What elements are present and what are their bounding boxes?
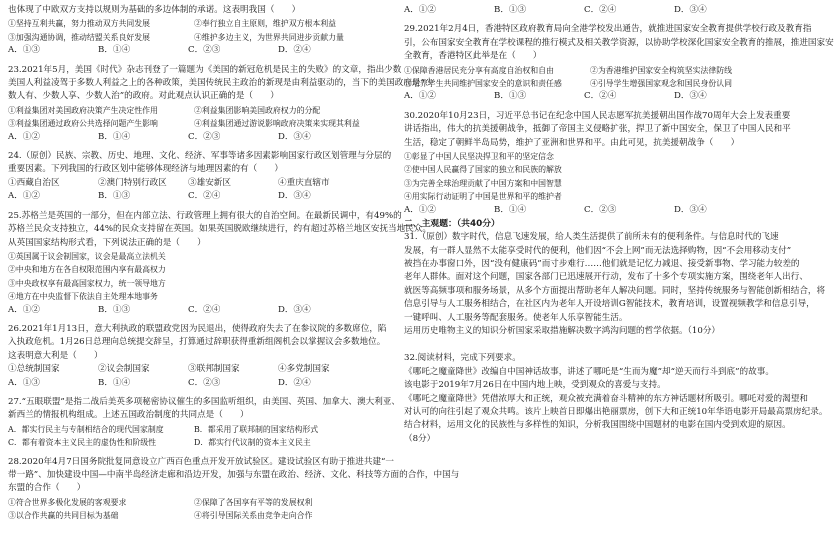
q26-option: ①总统制国家 xyxy=(8,364,60,375)
q31-text: 就医等高频事项和服务场景，从多个方面提出帮助老年人解决问题。同时，坚持传统服务与智能创新相结合，将 xyxy=(404,285,826,296)
q31-text: 被挡在办事窗口外，因“没有健康码”而寸步难行……他们就是记忆力减退、接受新事物、学习能力较差的 xyxy=(404,258,800,269)
q24-answers xyxy=(8,190,380,203)
q30-answers xyxy=(404,204,776,217)
q26-stem: 入执政危机。1月26日总理向总统提交辞呈，打算通过辞职获得重新组阁机会以掌握议会多数地位。 xyxy=(8,337,386,348)
q23-option: ①利益集团对美国政府决策产生决定性作用 xyxy=(8,105,158,115)
q27-option[interactable]: B．都采用了联邦制的国家结构形式 xyxy=(194,424,319,434)
answer-choice[interactable]: B．①③ xyxy=(98,191,131,202)
answer-choice[interactable]: A．①② xyxy=(8,304,40,315)
right-column xyxy=(404,4,834,446)
q23-option: ②利益集团影响美国政府权力的分配 xyxy=(194,105,321,115)
q22-options-row xyxy=(8,31,380,44)
q31-question: 运用历史唯物主义的知识分析国家采取措施解决数字鸿沟问题的哲学依据。（10分） xyxy=(404,325,721,336)
q25-option: ④地方在中央监督下依法自主处理本地事务 xyxy=(8,292,158,302)
q24-options xyxy=(8,177,380,190)
q30-stem: 生活，稳定了朝鲜半岛局势，维护了亚洲和世界和平。由此可见，抗美援朝战争（ ） xyxy=(404,137,740,148)
answer-choice[interactable]: D．③④ xyxy=(674,5,707,15)
answer-choice[interactable]: A．①② xyxy=(404,204,436,215)
q28-stem: 东盟的合作（ ） xyxy=(8,483,86,494)
q29-stem: 全教育，香港特区此举是在（ ） xyxy=(404,51,542,62)
answer-choice[interactable]: B．①④ xyxy=(494,204,527,215)
q23-options-row xyxy=(8,117,380,130)
answer-choice[interactable]: C．②③ xyxy=(188,131,221,142)
q25-option: ③中央政权享有最高国家权力，统一领导地方 xyxy=(8,278,166,288)
q26-answers xyxy=(8,377,380,390)
q30-stem: 30.2020年10月23日，习近平总书记在纪念中国人民志愿军抗美援朝出国作战70周年大会上发表重要 xyxy=(404,110,791,121)
answer-choice[interactable]: A．①② xyxy=(8,191,40,202)
answer-choice[interactable]: B．①④ xyxy=(98,377,131,388)
q27-option[interactable]: A．都实行民主与专制相结合的现代国家制度 xyxy=(8,424,164,434)
q27-option[interactable]: C．都有着资本主义民主的虚伪性和阶级性 xyxy=(8,438,157,448)
answer-choice[interactable]: D．②④ xyxy=(278,377,311,388)
q26-option: ③联邦制国家 xyxy=(188,364,240,375)
q29-option: ③培养学生共同维护国家安全的意识和责任感 xyxy=(404,79,562,89)
q25-option: ②中央和地方在各自权限范围内享有最高权力 xyxy=(8,265,166,275)
answer-choice[interactable]: D．③④ xyxy=(278,304,311,315)
answer-choice[interactable]: B．①③ xyxy=(494,91,527,102)
answer-choice[interactable]: B．①④ xyxy=(98,45,131,56)
q31-text: 31.（原创）数字时代，信息飞速发展，给人类生活提供了前所未有的便利条件。与信息时代的飞速 xyxy=(404,232,779,243)
answer-choice[interactable]: B．①③ xyxy=(98,304,131,315)
answer-choice[interactable]: D．③④ xyxy=(278,191,311,202)
answer-choice[interactable]: D．③④ xyxy=(674,204,707,215)
q32-score: （8分） xyxy=(404,433,436,444)
q25-answers xyxy=(8,304,380,317)
answer-choice[interactable]: C．②④ xyxy=(584,5,617,15)
answer-choice[interactable]: A．①③ xyxy=(8,45,40,56)
q29-options-row xyxy=(404,77,776,90)
answer-choice[interactable]: C．②③ xyxy=(188,377,221,388)
q29-option: ①保障香港居民充分享有高度自治权和自由 xyxy=(404,65,554,75)
q25-option: ①英国属于议会制国家，议会是最高立法机关 xyxy=(8,251,166,261)
q28-stem: 带一路”、加快建设中国—中南半岛经济走廊和沿边开发，加强与东盟在政治、经济、文化、科技等方面的合作，中国与 xyxy=(8,470,460,480)
q27-stem: 27.“五眼联盟”是指二战后美英多项秘密协议催生的多国监听组织，由美国、英国、加拿大、澳大利亚、 xyxy=(8,396,400,407)
answer-choice[interactable]: C．②④ xyxy=(188,191,221,202)
q24-option: ③雄安新区 xyxy=(188,177,231,188)
q31-text: 老年人群体。面对这个问题，国家各部门已迅速展开行动，发布了十多个专项实施方案，围绕老年人出行、 xyxy=(404,272,808,283)
q24-option: ①西藏自治区 xyxy=(8,177,60,188)
q29-stem: 引，公布国家安全教育在学校课程的推行模式及相关教学资源，以协助学校深化国家安全教育的推展，推进国家安 xyxy=(404,37,834,48)
answer-choice[interactable]: A．①② xyxy=(404,91,436,102)
answer-choice[interactable]: C．②③ xyxy=(188,45,221,56)
q25-stem: 从英国国家结构形式看，下列说法正确的是（ ） xyxy=(8,237,206,248)
q26-stem: 26.2021年1月13日，意大利执政的联盟政党因为民退出，使得政府失去了在参议院的多数席位，陷 xyxy=(8,323,387,334)
q22-option: ①坚持互利共赢，努力推动双方共同发展 xyxy=(8,19,151,29)
answer-choice[interactable]: C．②③ xyxy=(584,204,617,215)
q25-stem: 25.苏格兰是英国的一部分，但在内部立法、行政管理上拥有很大的自治空间。在最新民调中，有49%的 xyxy=(8,210,402,221)
q22-option: ③加强沟通协调，推动结盟关系良好发展 xyxy=(8,32,151,42)
answer-choice[interactable]: C．②④ xyxy=(584,91,617,102)
q29-stem: 29.2021年2月4日，香港特区政府教育局向全港学校发出通告，就推进国家安全教育提供学校行政及教育指 xyxy=(404,24,812,35)
q32-question: 结合材料，运用文化的民族性与多样性的知识，分析我国围绕中国题材的电影在国内受到欢迎的原因。 xyxy=(404,420,791,431)
q29-options-row xyxy=(404,64,776,77)
q23-stem: 数人有、少数人享、少数人治”的政府。对此观点认识正确的是（ ） xyxy=(8,91,279,102)
q29-option: ②为香港维护国家安全构筑坚实法律防线 xyxy=(590,65,733,75)
q22-tail: 也体现了中欧双方支持以规则为基础的多边体制的承诺。这表明我国（ ） xyxy=(8,5,301,15)
q27-stem: 新西兰的情报机构组成。上述五国政治制度的共同点是（ ） xyxy=(8,410,249,421)
q23-option: ③利益集团通过政府公共选择问题产生影响 xyxy=(8,119,158,129)
answer-choice[interactable]: D．③④ xyxy=(278,131,311,142)
q32-text: 《哪吒之魔童降世》凭借浓厚大和正统，观众被充满着奋斗精神的东方神话题材所吸引。哪吒对爱的渴望和 xyxy=(404,393,808,404)
q30-option: ②使中国人民赢得了国家的独立和民族的解放 xyxy=(404,165,562,175)
answer-choice[interactable]: B．①④ xyxy=(98,131,131,142)
answer-choice[interactable]: A．①② xyxy=(8,131,40,142)
q28-option: ③以合作共赢的共同目标为基础 xyxy=(8,511,119,521)
q27-options-row xyxy=(8,436,380,449)
q28-option: ①符合世界多极化发展的客观要求 xyxy=(8,497,127,507)
q22-option: ④维护多边主义，为世界共同进步贡献力量 xyxy=(194,32,344,42)
q32-text: 32.阅读材料，完成下列要求。 xyxy=(404,353,521,364)
q31-text: 一键呼叫、人工服务等配套服务。使老年人乐享智能生活。 xyxy=(404,312,628,323)
q22-answers xyxy=(8,44,380,57)
q28-answers xyxy=(404,4,776,17)
q29-option: ④引导学生增强国家观念和国民身份认同 xyxy=(590,79,733,89)
q22-option: ②奉行独立自主原则，维护双方根本利益 xyxy=(194,19,337,29)
q23-answers xyxy=(8,131,380,144)
q28-stem: 28.2020年4月7日国务院批复同意设立广西百色重点开发开放试验区。建设试验区有助于推进共建“一 xyxy=(8,456,395,467)
q32-text: 《哪吒之魔童降世》改编自中国神话故事，讲述了哪吒是“生而为魔”却“逆天而行斗到底”的故事。 xyxy=(404,366,774,377)
q23-stem: 美国人利益凌驾于多数人利益之上的各种政策，美国传统民主政治的新现是由利益驱动的，当下的美国政府是“少 xyxy=(8,78,434,89)
q31-text: 信息引导与人工服务相结合，在社区内为老年人开设培训G智能技术，教育培训，设置视频教学和信息引导， xyxy=(404,299,815,310)
q28-option: ④将引导国际关系由竞争走向合作 xyxy=(194,511,313,521)
q26-options xyxy=(8,363,380,376)
q23-stem: 23.2021年5月，美国《时代》杂志刊登了一篇题为《美国的新冠危机是民主的失败》的文章，指出少数 xyxy=(8,64,402,75)
q30-option: ④用实际行动证明了中国是世界和平的维护者 xyxy=(404,192,562,202)
q24-option: ④重庆直辖市 xyxy=(278,177,330,188)
q23-options-row xyxy=(8,104,380,117)
q28-options-row xyxy=(8,509,380,522)
q26-option: ④多党制国家 xyxy=(278,364,330,375)
q26-stem: 这表明意大利是（ ） xyxy=(8,350,103,361)
q28-options-row xyxy=(8,496,380,509)
q27-options-row xyxy=(8,423,380,436)
section-heading: 二、主观题：（共40分） xyxy=(404,219,500,230)
answer-choice[interactable]: A．①② xyxy=(404,5,436,15)
q30-stem: 讲话指出，伟大的抗美援朝战争，抵御了帝国主义侵略扩张，捍卫了新中国安全，保卫了中国人民和平 xyxy=(404,124,791,135)
q30-option: ①彰显了中国人民坚决捍卫和平的坚定信念 xyxy=(404,152,554,162)
q25-stem: 苏格兰民众支持独立，44%的民众支持留在英国。如果英国脱欧继续进行，约有超过苏格兰地区安抚当地民众。 xyxy=(8,224,432,235)
answer-choice[interactable]: D．②④ xyxy=(278,45,311,56)
q24-stem: 重要因素。下列我国的行政区划中能够体现经济与地理因素的有（ ） xyxy=(8,164,284,175)
q32-text: 该电影于2019年7月26日在中国内地上映，受到观众的喜爱与支持。 xyxy=(404,380,666,391)
answer-choice[interactable]: D．③④ xyxy=(674,91,707,102)
q32-text: 对认可的向往引起了观众共鸣。该片上映首日即爆出艳丽票房，创下大和正统10年华语电影开局最高票房纪录。 xyxy=(404,406,828,417)
q29-answers xyxy=(404,90,776,103)
q24-stem: 24.（原创）民族、宗教、历史、地理、文化、经济、军事等诸多因素影响国家行政区划管理与分层的 xyxy=(8,151,392,162)
q30-option: ③为完善全球治理贡献了中国方案和中国智慧 xyxy=(404,178,562,188)
answer-choice[interactable]: A．①③ xyxy=(8,377,40,388)
q23-option: ④利益集团通过游说影响政府决策来实现其利益 xyxy=(194,119,360,129)
q24-option: ②澳门特别行政区 xyxy=(98,177,167,188)
q22-options-row xyxy=(8,17,380,30)
answer-choice[interactable]: C．②④ xyxy=(188,304,221,315)
q31-text: 发展，有一群人显然不太能享受时代的便利，他们因“不会上网”而无法选择购物，因“不会用移动支付” xyxy=(404,245,792,256)
q26-option: ②议会制国家 xyxy=(98,364,150,375)
q27-option[interactable]: D．都实行代议制的资本主义民主 xyxy=(194,438,311,448)
q28-option: ②保障了各国享有平等的发展权利 xyxy=(194,497,313,507)
answer-choice[interactable]: B．①③ xyxy=(494,5,527,15)
